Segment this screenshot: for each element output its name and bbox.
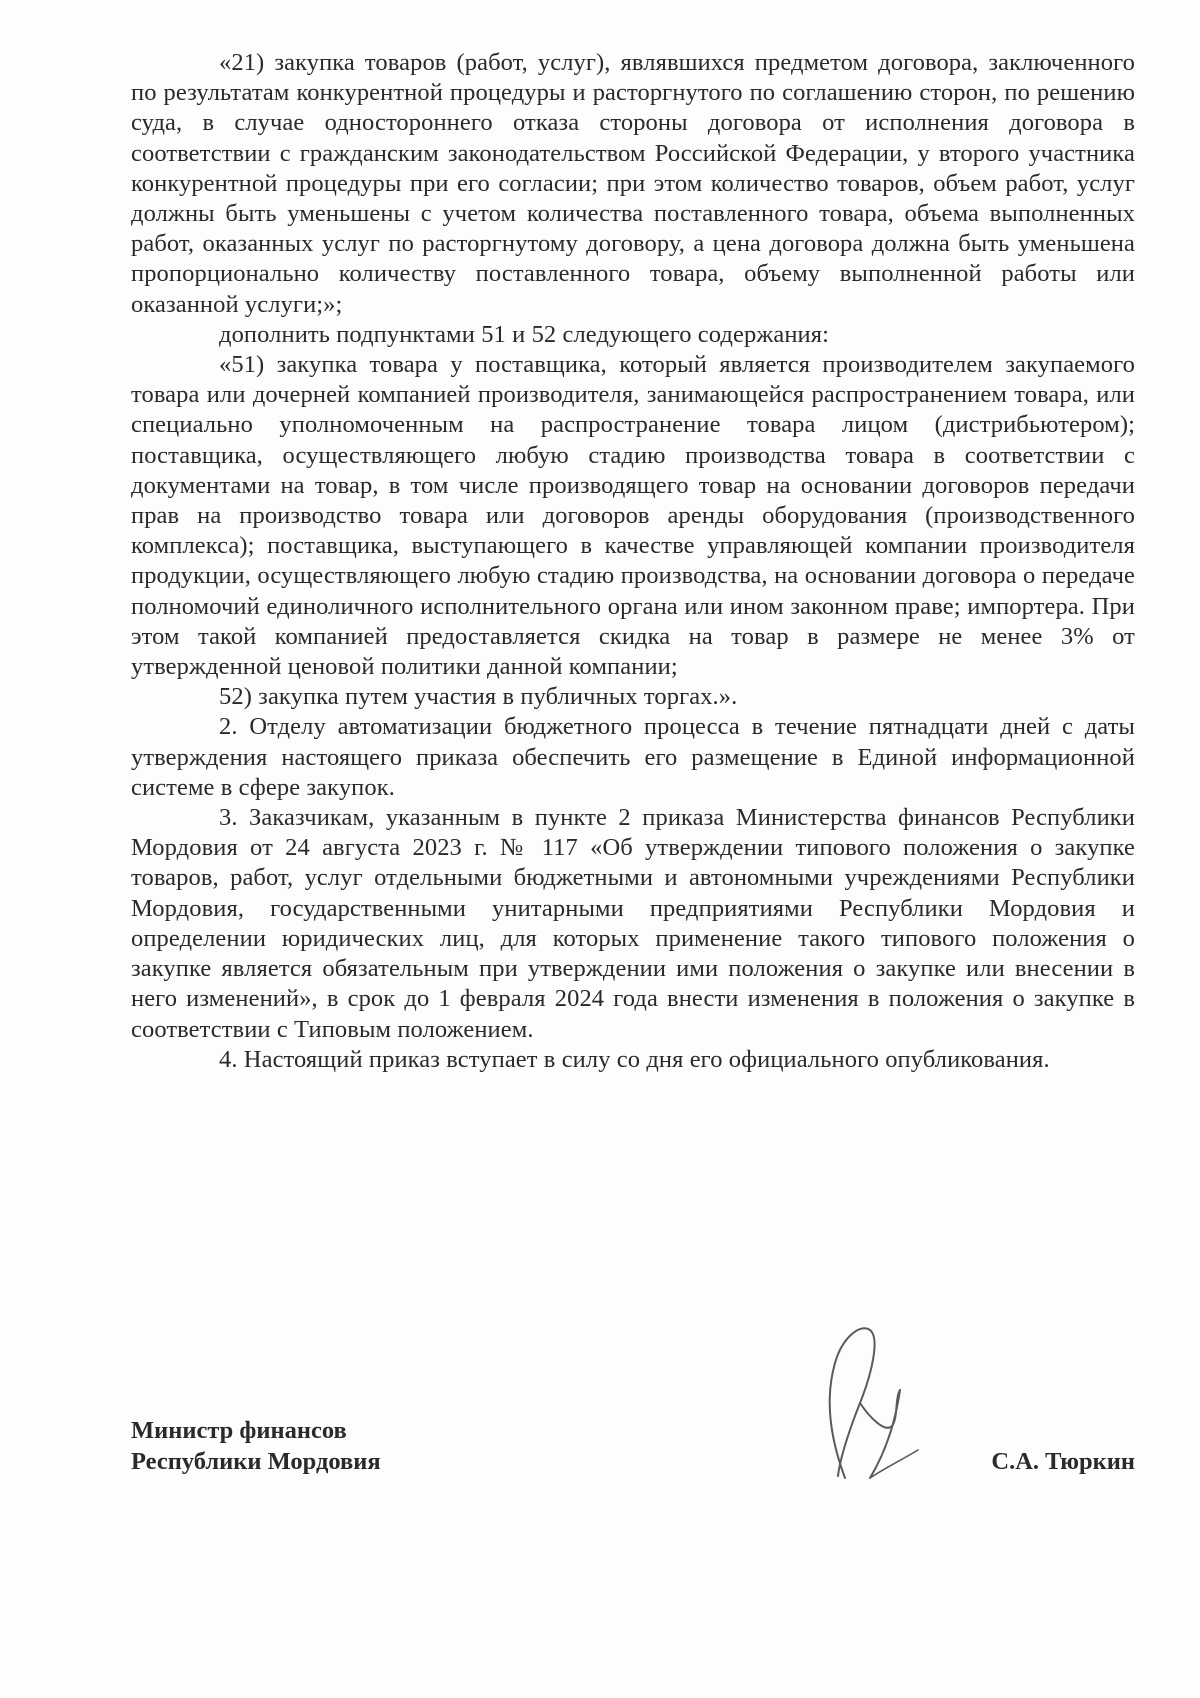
signatory-position <box>131 1415 381 1477</box>
paragraph-point-3: 3. Заказчикам, указанным в пункте 2 приказа Министерства финансов Республики Мордовия от 24 августа 2023 г. № 117 «Об утверждении типового положения о закупке товаров, работ, услуг отдельными бюджетными и автономными учреждениями Республики Мордовия, государственными унитарными предприятиями Республики Мордовия и определении юридических лиц, для которых применение такого типового положения о закупке является обязательным при утверждении ими положения о закупке или внесении в него изменений», в срок до 1 февраля 2024 года внести изменения в положения о закупке в соответствии с Типовым положением. <box>131 804 1135 1043</box>
paragraph-item-21: «21) закупка товаров (работ, услуг), являвшихся предметом договора, заключенного по результатам конкурентной процедуры и расторгнутого по соглашению сторон, по решению суда, в случае одностороннего отказа стороны договора от исполнения договора в соответствии с гражданским законодательством Российской Федерации, у второго участника конкурентной процедуры при его согласии; при этом количество товаров, объем работ, услуг должны быть уменьшены с учетом количества поставленного товара, объема выполненных работ, оказанных услуг по расторгнутому договору, а цена договора должна быть уменьшена пропорционально количеству поставленного товара, объему выполненной работы или оказанной услуги;»; <box>131 49 1135 318</box>
signatory-name: С.А. Тюркин <box>991 1448 1135 1475</box>
paragraph-point-4: 4. Настоящий приказ вступает в силу со дня его официального опубликования. <box>219 1045 1050 1073</box>
signatory-position-line-1: Министр финансов <box>131 1417 347 1444</box>
paragraph-item-51: «51) закупка товара у поставщика, который является производителем закупаемого товара или дочерней компанией производителя, занимающейся распространением товара, или специально уполномоченным на распространение товара лицом (дистрибьютером); поставщика, осуществляющего любую стадию производства товара в соответствии с документами на товар, в том числе производящего товар на основании договоров передачи прав на производство товара или договоров аренды оборудования (производственного комплекса); поставщика, выступающего в качестве управляющей компании производителя продукции, осуществляющего любую стадию производства, на основании договора о передаче полномочий единоличного исполнительного органа или ином законном праве; импортера. При этом такой компанией предоставляется скидка на товар в размере не менее 3% от утвержденной ценовой политики данной компании; <box>131 351 1135 681</box>
signature-block <box>131 1415 1135 1495</box>
paragraph-supplement-intro: дополнить подпунктами 51 и 52 следующего содержания: <box>219 320 830 348</box>
signatory-position-line-2: Республики Мордовия <box>131 1448 381 1475</box>
document-body <box>131 48 1135 1075</box>
paragraph-item-52: 52) закупка путем участия в публичных торгах.». <box>219 683 738 711</box>
paragraph-point-2: 2. Отделу автоматизации бюджетного процесса в течение пятнадцати дней с даты утверждения настоящего приказа обеспечить его размещение в Единой информационной системе в сфере закупок. <box>131 713 1135 801</box>
